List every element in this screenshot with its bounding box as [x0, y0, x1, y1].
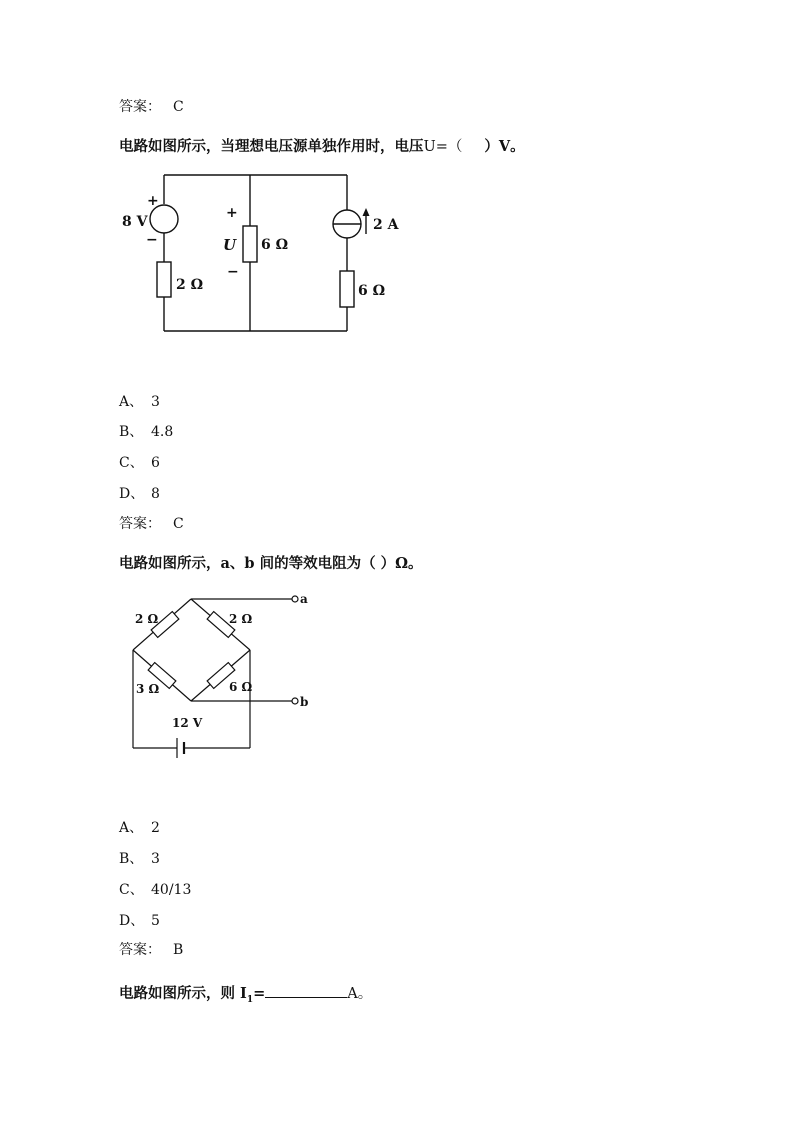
option-text: 40/13 [151, 882, 192, 898]
option-c[interactable] [119, 881, 191, 899]
option-letter: B、 [119, 424, 144, 440]
answer-value: B [173, 942, 184, 958]
question-4-stem [119, 983, 372, 1009]
question-4-text: 电路如图所示，则 I [119, 985, 247, 1002]
question-4-equals: = [253, 985, 266, 1002]
resistor-top-left-label: 2 Ω [135, 612, 159, 626]
option-text: 4.8 [151, 424, 174, 440]
answer-label: 答案： [119, 516, 161, 532]
u-variable-label: U [223, 236, 237, 254]
option-text: 8 [151, 486, 160, 502]
source-minus-label: − [146, 232, 158, 248]
option-letter: A、 [119, 820, 144, 836]
option-text: 3 [151, 851, 160, 867]
option-a[interactable] [119, 819, 160, 837]
question-4-unit: A。 [347, 986, 373, 1002]
resistor-6ohm-right-label: 6 Ω [358, 283, 386, 299]
answer-blank[interactable] [265, 983, 347, 998]
terminal-b-label: b [300, 695, 309, 709]
answer-label: 答案： [119, 942, 161, 958]
question-4-subscript: 1 [246, 994, 254, 1005]
option-letter: A、 [119, 394, 144, 410]
resistor-top-right-label: 2 Ω [229, 612, 253, 626]
voltage-source-label: 8 V [122, 214, 148, 230]
answer-value: C [173, 99, 184, 115]
question-3-stem: 电路如图所示，a、b 间的等效电阻为（ ）Ω。 [119, 555, 423, 572]
option-letter: C、 [119, 882, 144, 898]
option-d[interactable] [119, 912, 160, 930]
u-minus-label: − [227, 264, 239, 280]
question-2-variable: U=（ [423, 139, 463, 155]
terminal-a-label: a [300, 592, 308, 606]
question-2-tail: ）V。 [484, 138, 525, 155]
current-source-label: 2 A [373, 217, 399, 233]
option-b[interactable] [119, 850, 160, 868]
answer-line-q3 [119, 941, 183, 959]
option-text: 3 [151, 394, 160, 410]
answer-value: C [173, 516, 184, 532]
option-letter: C、 [119, 455, 144, 471]
resistor-6ohm-mid-label: 6 Ω [261, 237, 289, 253]
battery-voltage-label: 12 V [172, 716, 203, 730]
resistor-2ohm-label: 2 Ω [176, 277, 204, 293]
u-plus-label: + [226, 205, 238, 221]
option-letter: D、 [119, 486, 145, 502]
resistor-bottom-right-label: 6 Ω [229, 680, 253, 694]
question-2-text: 电路如图所示，当理想电压源单独作用时，电压 [119, 138, 424, 155]
option-letter: D、 [119, 913, 145, 929]
option-text: 5 [151, 913, 160, 929]
source-plus-label: + [147, 193, 159, 209]
option-letter: B、 [119, 851, 144, 867]
option-text: 2 [151, 820, 160, 836]
option-text: 6 [151, 455, 160, 471]
resistor-bottom-left-label: 3 Ω [136, 682, 160, 696]
answer-label: 答案： [119, 99, 161, 115]
